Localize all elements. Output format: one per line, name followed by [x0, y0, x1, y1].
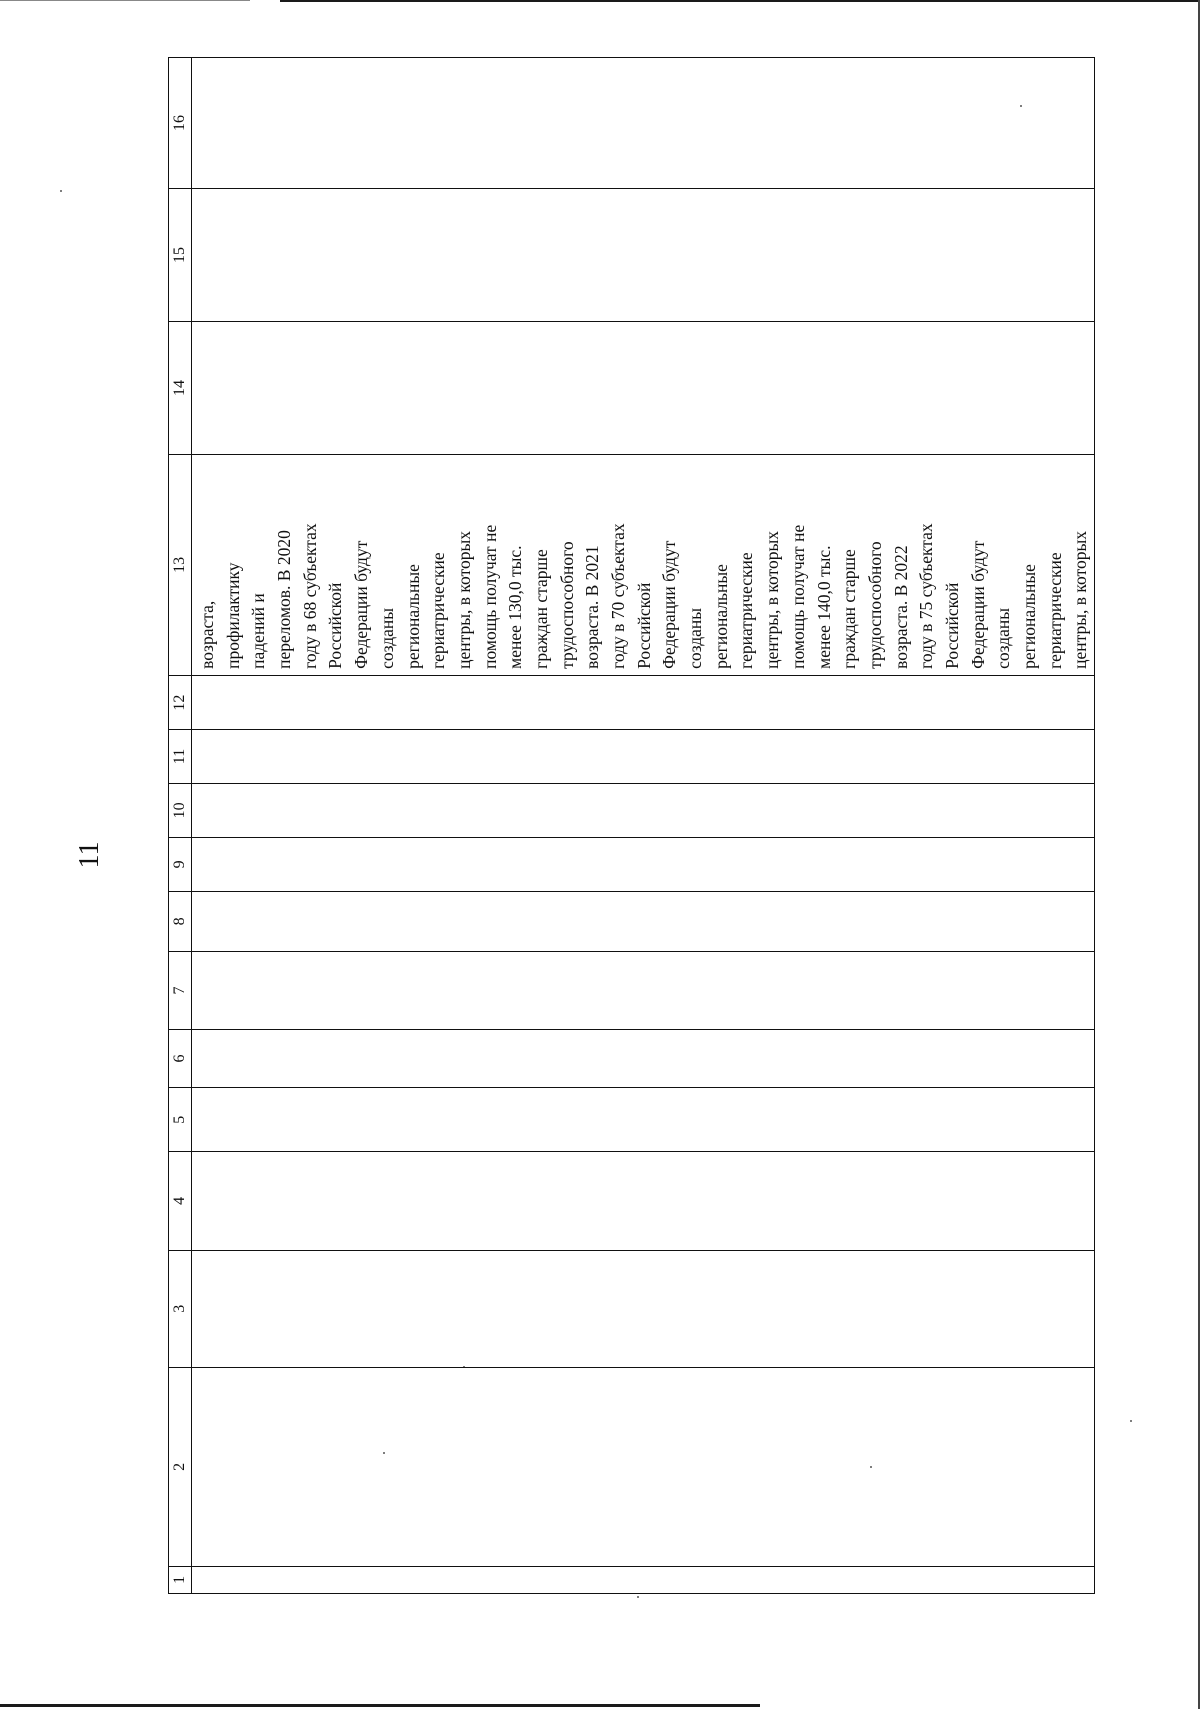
- table-cell-15: [192, 189, 1095, 322]
- table-cell-3: [192, 1250, 1095, 1367]
- column-13-line: гериатрические: [736, 552, 757, 669]
- rotated-table-wrapper: [168, 57, 1091, 1594]
- table-cell-9: [192, 838, 1095, 891]
- column-header-8: 8: [169, 891, 192, 952]
- data-table: [168, 57, 1095, 1594]
- column-header-7: 7: [169, 952, 192, 1029]
- column-13-line: Федерации будут: [351, 540, 372, 669]
- column-header-12: 12: [169, 675, 192, 729]
- column-header-11: 11: [169, 730, 192, 783]
- column-13-line: созданы: [685, 607, 706, 669]
- column-header-1: 1: [169, 1566, 192, 1593]
- column-13-line: возраста,: [197, 600, 217, 669]
- column-header-4: 4: [169, 1152, 192, 1250]
- column-13-line: помощь получат не: [479, 524, 500, 669]
- column-13-line: граждан старше: [839, 549, 860, 669]
- table-cell-10: [192, 783, 1095, 837]
- table-cell-6: [192, 1029, 1095, 1088]
- column-header-15: 15: [169, 189, 192, 322]
- column-13-line: региональные: [402, 564, 423, 669]
- column-13-line: Российской: [325, 582, 346, 669]
- column-13-line: Российской: [941, 582, 962, 669]
- column-13-line: году в 70 субъектах: [608, 523, 628, 669]
- column-13-line: менее 140,0 тыс.: [813, 545, 834, 669]
- column-13-line: помощь получат не: [787, 524, 808, 669]
- column-13-line: созданы: [376, 607, 397, 669]
- column-13-line: трудоспособного: [864, 541, 885, 669]
- scan-speck: [60, 190, 62, 192]
- column-13-line: возраста. В 2021: [582, 545, 603, 669]
- column-13-line: гериатрические: [428, 552, 449, 669]
- column-13-line: Российской: [633, 582, 654, 669]
- column-header-9: 9: [169, 838, 192, 891]
- table-cell-11: [192, 730, 1095, 783]
- column-header-16: 16: [169, 58, 192, 189]
- table-cell-5: [192, 1088, 1095, 1152]
- scan-speck: [637, 1596, 639, 1598]
- page-number: 11: [74, 841, 105, 869]
- table-cell-12: [192, 675, 1095, 729]
- column-13-line: трудоспособного: [556, 541, 577, 669]
- scan-edge-bottom: [0, 1704, 760, 1707]
- column-13-line: гериатрические: [1044, 552, 1065, 669]
- column-header-3: 3: [169, 1250, 192, 1367]
- column-13-line: переломов. В 2020: [274, 530, 295, 669]
- column-header-13: 13: [169, 454, 192, 675]
- table-cell-1: [192, 1566, 1095, 1593]
- column-13-line: Федерации будут: [659, 540, 680, 669]
- column-13-line: центры, в которых: [453, 531, 474, 669]
- table-row: [192, 58, 1095, 1594]
- column-13-line: созданы: [993, 607, 1014, 669]
- scan-speck: [1130, 1420, 1132, 1422]
- table-cell-14: [192, 321, 1095, 454]
- column-header-10: 10: [169, 783, 192, 837]
- column-13-line: региональные: [710, 564, 731, 669]
- table-cell-2: [192, 1367, 1095, 1566]
- column-header-5: 5: [169, 1088, 192, 1152]
- column-header-6: 6: [169, 1029, 192, 1088]
- table-cell-13: [192, 454, 1095, 675]
- column-13-line: региональные: [1019, 564, 1039, 669]
- table-cell-8: [192, 891, 1095, 952]
- column-13-line: профилактику: [222, 562, 243, 669]
- table-cell-4: [192, 1152, 1095, 1250]
- table-cell-16: [192, 58, 1095, 189]
- column-header-14: 14: [169, 321, 192, 454]
- column-13-line: Федерации будут: [967, 540, 988, 669]
- column-13-text: [192, 455, 1094, 675]
- column-13-line: центры, в которых: [1070, 531, 1091, 669]
- column-13-line: году в 75 субъектах: [916, 523, 937, 669]
- scan-edge-top: [280, 0, 1200, 2]
- table-header-row: [169, 58, 192, 1594]
- column-header-2: 2: [169, 1367, 192, 1566]
- column-13-line: возраста. В 2022: [890, 545, 911, 669]
- column-13-line: менее 130,0 тыс.: [505, 545, 526, 669]
- table-cell-7: [192, 952, 1095, 1029]
- column-13-line: году в 68 субъектах: [299, 523, 320, 669]
- column-13-line: центры, в которых: [762, 531, 783, 669]
- column-13-line: падений и: [248, 593, 269, 669]
- column-13-line: граждан старше: [530, 549, 551, 669]
- scan-edge-top-left: [0, 0, 250, 1]
